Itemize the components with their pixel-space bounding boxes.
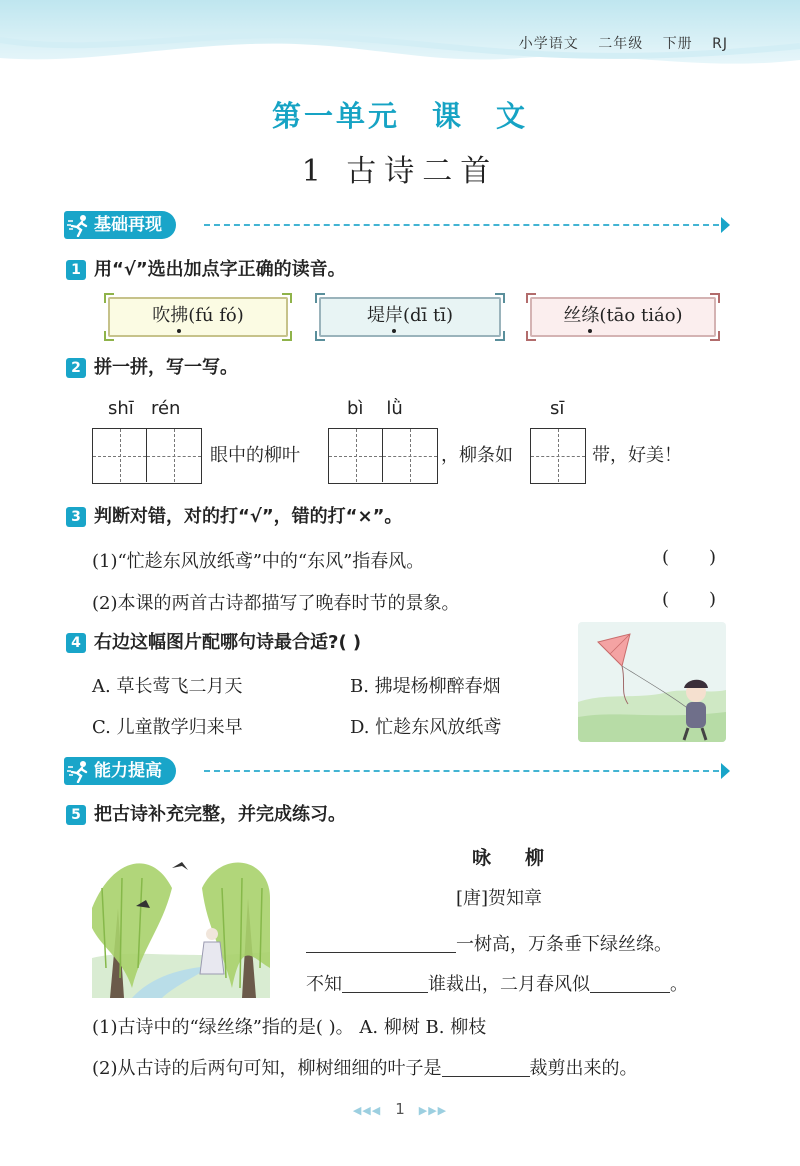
edition-label: RJ — [712, 36, 728, 52]
question-prompt: 把古诗补充完整，并完成练习。 — [94, 804, 346, 825]
answer-paren[interactable]: () — [662, 589, 757, 610]
writing-cell[interactable] — [147, 429, 201, 482]
question-number: 2 — [66, 358, 86, 378]
pinyin-label: bì lǜ — [347, 398, 403, 419]
fill-text: 带，好美！ — [592, 445, 682, 466]
book-info — [505, 33, 728, 53]
question-number: 5 — [66, 805, 86, 825]
question-5 — [66, 803, 346, 827]
poem-line-text: 。 — [670, 974, 688, 995]
arrow-right-icon — [721, 763, 730, 779]
question-prompt: 用“√”选出加点字正确的读音。 — [94, 259, 346, 280]
answer-paren[interactable]: () — [662, 547, 757, 568]
unit-title: 第一单元 课 文 — [271, 99, 528, 133]
arrow-right-icon — [721, 217, 730, 233]
sub-question-text: 裁剪出来的。 — [529, 1058, 638, 1079]
poem-line-text: 不知 — [306, 974, 342, 995]
writing-grid[interactable] — [328, 428, 438, 484]
section-basic-label: 基础再现 — [94, 215, 162, 235]
subject-label: 小学语文 — [518, 36, 579, 52]
sub-question-2 — [92, 1054, 638, 1080]
fill-text: 眼中的柳叶 — [210, 445, 300, 466]
willow-tree-illustration — [92, 848, 270, 998]
section-ability-tag — [64, 757, 176, 785]
grade-label: 二年级 — [598, 36, 644, 52]
question-prompt: 右边这幅图片配哪句诗最合适?( ) — [94, 632, 362, 653]
poem-title: 咏柳 — [472, 847, 579, 869]
poem-line-1 — [306, 930, 672, 956]
question-1 — [66, 258, 346, 282]
card-word-pre: 堤 — [366, 305, 385, 326]
dotted-character: 岸 — [384, 305, 403, 326]
dotted-character: 绦 — [581, 305, 600, 326]
sub-question-1: (1)古诗中的“绿丝绦”指的是( )。 A. 柳树 B. 柳枝 — [92, 1017, 487, 1038]
runner-icon — [66, 759, 92, 783]
writing-cell[interactable] — [383, 429, 437, 482]
question-2 — [66, 356, 238, 380]
pinyin-choice-card[interactable] — [319, 297, 501, 337]
writing-grid[interactable] — [92, 428, 202, 484]
option-d[interactable]: D. 忙趁东风放纸鸢 — [350, 717, 502, 738]
card-reading: (tāo tiáo) — [599, 305, 683, 326]
pinyin-choice-card[interactable] — [530, 297, 716, 337]
answer-blank[interactable] — [442, 1057, 530, 1077]
fill-text: ，柳条如 — [441, 445, 513, 466]
statement-2: (2)本课的两首古诗都描写了晚春时节的景象。 — [92, 593, 460, 614]
card-reading: (dī tī) — [402, 305, 454, 326]
dotted-character: 拂 — [170, 305, 189, 326]
section-divider — [204, 224, 729, 226]
section-basic-bar — [64, 211, 734, 241]
page-footer — [0, 1100, 800, 1118]
question-number: 3 — [66, 507, 86, 527]
question-number: 4 — [66, 633, 86, 653]
writing-grid[interactable] — [530, 428, 586, 484]
card-word-pre: 吹 — [152, 305, 171, 326]
option-c[interactable]: C. 儿童散学归来早 — [92, 717, 243, 738]
poem-line-text: 一树高，万条垂下绿丝绦。 — [456, 934, 672, 955]
pinyin-label: sī — [550, 398, 565, 419]
question-4 — [66, 631, 361, 655]
writing-cell[interactable] — [531, 429, 585, 482]
volume-label: 下册 — [662, 36, 693, 52]
card-reading: (fú fó) — [188, 305, 244, 326]
answer-blank[interactable] — [306, 933, 456, 953]
section-divider — [204, 770, 729, 772]
writing-cell[interactable] — [93, 429, 147, 482]
pinyin-choice-card[interactable] — [108, 297, 288, 337]
question-prompt: 判断对错，对的打“√”，错的打“×”。 — [94, 506, 403, 527]
runner-icon — [66, 213, 92, 237]
question-3 — [66, 505, 402, 529]
section-ability-bar — [64, 757, 734, 787]
triple-right-arrow-icon: ▶▶▶ — [418, 1104, 448, 1117]
statement-1: (1)“忙趁东风放纸鸢”中的“东风”指春风。 — [92, 551, 425, 572]
pinyin-label: shī rén — [108, 398, 181, 419]
answer-blank[interactable] — [590, 973, 670, 993]
triple-left-arrow-icon: ◀◀◀ — [352, 1104, 382, 1117]
option-b[interactable]: B. 拂堤杨柳醉春烟 — [350, 676, 501, 697]
card-word-pre: 丝 — [563, 305, 582, 326]
kite-flying-illustration — [578, 622, 726, 742]
question-prompt: 拼一拼，写一写。 — [94, 357, 238, 378]
option-a[interactable]: A. 草长莺飞二月天 — [92, 676, 243, 697]
section-basic-tag — [64, 211, 176, 239]
answer-blank[interactable] — [342, 973, 428, 993]
poem-line-2 — [306, 970, 688, 996]
writing-cell[interactable] — [329, 429, 383, 482]
section-ability-label: 能力提高 — [94, 761, 162, 781]
lesson-title: 1 古诗二首 — [301, 154, 499, 189]
sub-question-text: (2)从古诗的后两句可知，柳树细细的叶子是 — [92, 1058, 442, 1079]
poem-author: [唐]贺知章 — [456, 888, 543, 909]
question-number: 1 — [66, 260, 86, 280]
poem-line-text: 谁裁出，二月春风似 — [428, 974, 590, 995]
page-number: 1 — [395, 1100, 405, 1118]
